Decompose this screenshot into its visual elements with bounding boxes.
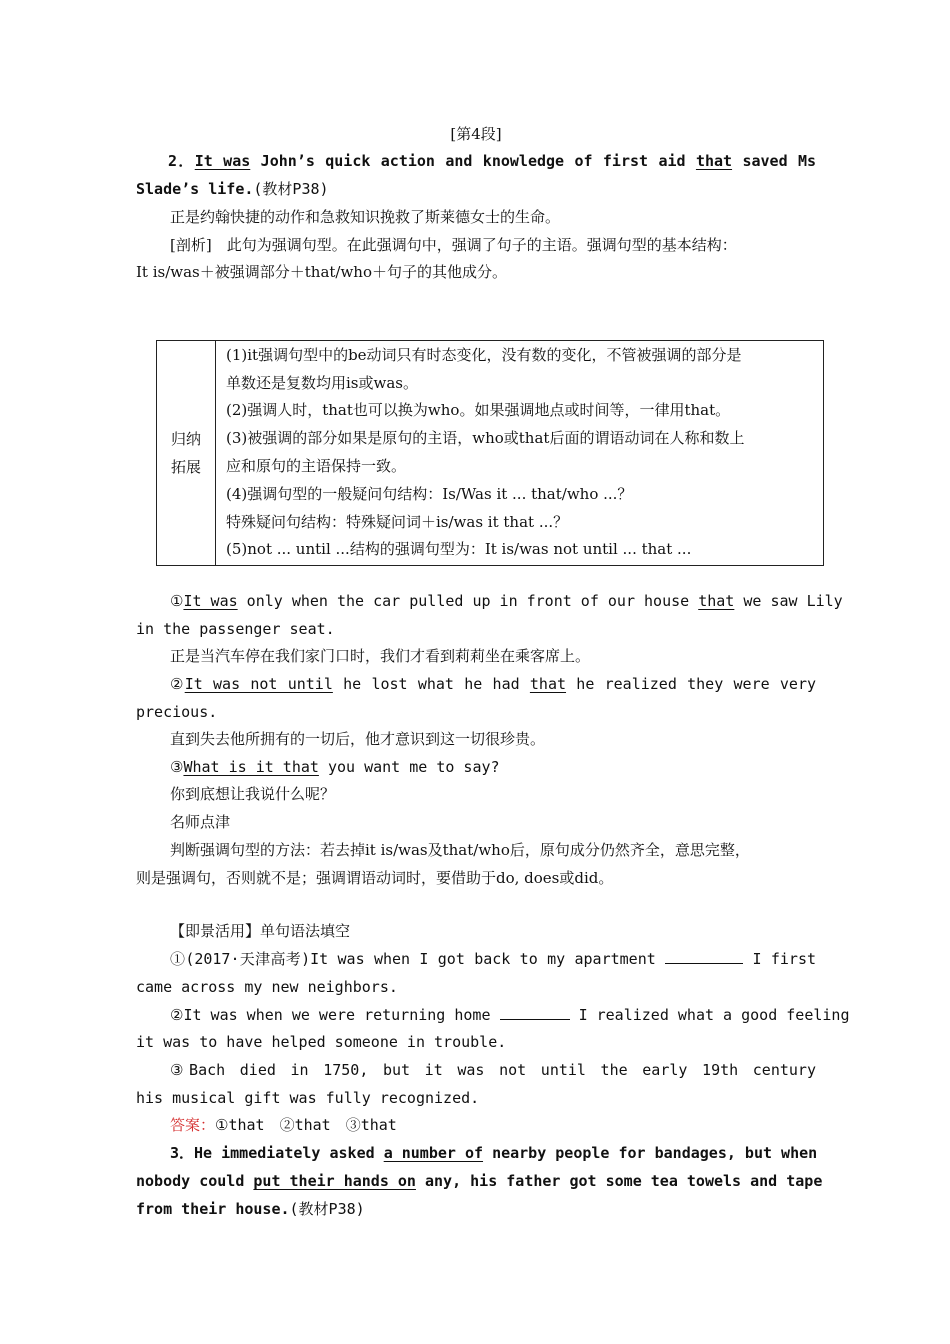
teacher-tip-line2: 则是强调句，否则就不是；强调谓语动词时，要借助于do, does或did。 — [136, 869, 614, 887]
example1-translation: 正是当汽车停在我们家门口时，我们才看到莉莉坐在乘客席上。 — [170, 647, 591, 665]
practice-q1-line2: came across my new neighbors. — [136, 978, 398, 996]
item3-line1: 3．He immediately asked a number of nearby people for bandages, but when — [170, 1144, 818, 1162]
summary-line: (5)not ... until ...结构的强调句型为：It is/was not until ... that ... — [226, 540, 692, 559]
summary-line: (3)被强调的部分如果是原句的主语，who或that后面的谓语动词在人称和数上 — [226, 429, 745, 448]
practice-answers — [136, 1115, 850, 1135]
example1-line1: ①It was only when the car pulled up in front of our house that we saw Lily — [170, 592, 843, 610]
answer-blank[interactable] — [665, 949, 743, 964]
item2-analysis-line1: [剖析] 此句为强调句型。在此强调句中，强调了句子的主语。强调句型的基本结构： — [170, 236, 737, 254]
practice-q2-line1: ②It was when we were returning home I realized what a good feeling — [170, 1006, 850, 1024]
item2-sentence-line1: 2．It was John’s quick action and knowledge of first aid that saved Ms — [168, 152, 817, 170]
item3-line2: nobody could put their hands on any, his father got some tea towels and tape — [136, 1172, 823, 1190]
answer-blank[interactable] — [500, 1005, 570, 1020]
summary-line: 特殊疑问句结构：特殊疑问词＋is/was it that ...？ — [226, 512, 569, 531]
answer-label: 答案： — [170, 1116, 216, 1134]
summary-line: 单数还是复数均用is或was。 — [226, 373, 418, 392]
example3-translation: 你到底想让我说什么呢？ — [170, 785, 336, 803]
example3-line1: ③What is it that you want me to say? — [170, 758, 500, 776]
practice-q2-line2: it was to have helped someone in trouble. — [136, 1033, 507, 1051]
example1-line2: in the passenger seat. — [136, 620, 335, 638]
example2-line1: ②It was not until he lost what he had that he realized they were very — [170, 675, 817, 693]
section-title: [第4段] — [450, 125, 502, 143]
summary-line: (4)强调句型的一般疑问句结构：Is/Was it ... that/who ...？ — [226, 484, 633, 503]
teacher-tip-line1: 判断强调句型的方法：若去掉it is/was及that/who后，原句成分仍然齐全，意思完整， — [170, 841, 750, 859]
example2-line2: precious. — [136, 703, 218, 721]
answer-values: ①that ②that ③that — [215, 1116, 397, 1134]
emphasis-that: that — [695, 152, 733, 170]
practice-q1-line1: ①(2017·天津高考)It was when I got back to my apartment I first — [170, 950, 817, 968]
summary-line: (2)强调人时，that也可以换为who。如果强调地点或时间等，一律用that。 — [226, 401, 731, 420]
item-number: 2． — [168, 152, 195, 170]
summary-line: (1)it强调句型中的be动词只有时态变化，没有数的变化，不管被强调的部分是 — [226, 345, 742, 364]
practice-q3-line2: his musical gift was fully recognized. — [136, 1089, 480, 1107]
example2-translation: 直到失去他所拥有的一切后，他才意识到这一切很珍贵。 — [170, 730, 546, 748]
item3-line3: from their house.(教材P38) — [136, 1200, 365, 1218]
summary-box-content — [216, 341, 824, 566]
item2-analysis-line2: It is/was＋被强调部分＋that/who＋句子的其他成分。 — [136, 263, 507, 281]
source-ref: (教材P38) — [289, 1200, 365, 1218]
summary-line: 应和原句的主语保持一致。 — [226, 457, 407, 475]
source-ref: (教材P38) — [253, 180, 329, 198]
summary-box — [156, 340, 824, 566]
item2-translation: 正是约翰快捷的动作和急救知识挽救了斯莱德女士的生命。 — [170, 208, 561, 226]
practice-heading: 【即景活用】单句语法填空 — [170, 922, 351, 940]
teacher-tip-title: 名师点津 — [170, 813, 231, 831]
summary-box-label: 归纳 拓展 — [157, 341, 216, 566]
item2-sentence-line2: Slade’s life.(教材P38) — [136, 180, 329, 198]
practice-q3-line1: ③Bach died in 1750, but it was not until the early 19th century — [170, 1061, 816, 1079]
emphasis-it-was: It was — [194, 152, 251, 170]
